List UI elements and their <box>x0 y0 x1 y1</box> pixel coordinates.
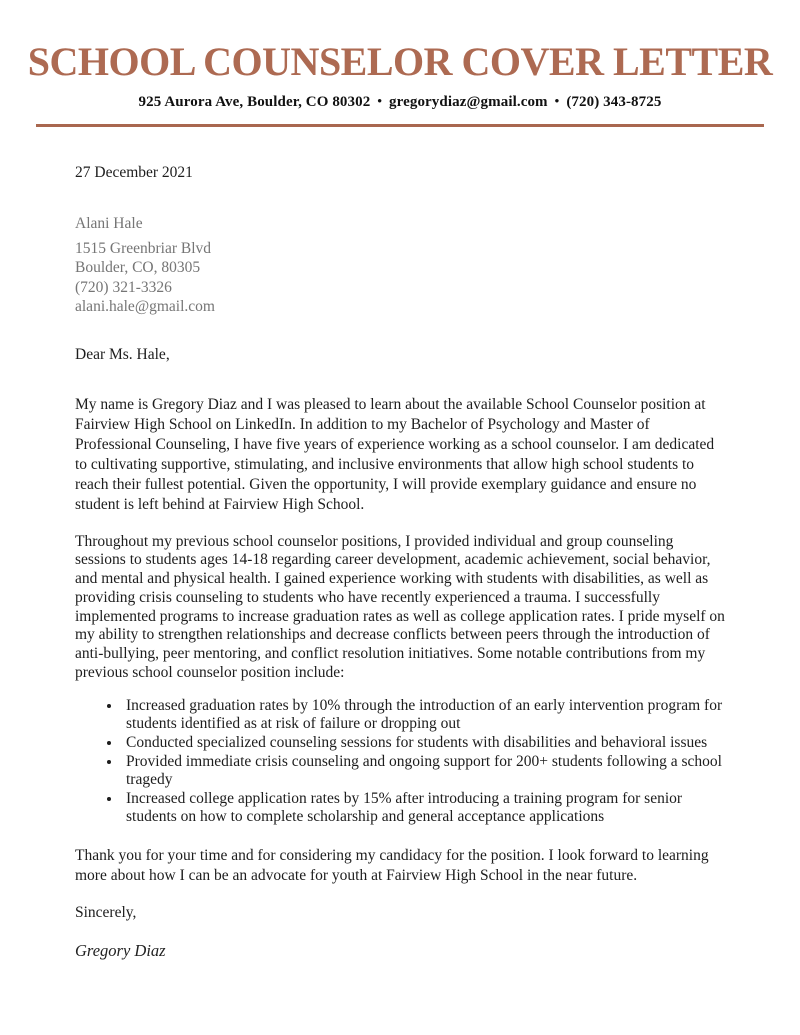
signoff: Sincerely, <box>75 904 137 922</box>
page-title: SCHOOL COUNSELOR COVER LETTER <box>27 39 773 84</box>
sender-address: 925 Aurora Ave, Boulder, CO 80302 <box>138 94 371 110</box>
letter-header <box>0 0 800 127</box>
closing-paragraph: Thank you for your time and for considering my candidacy for the position. I look forward to learning more about how I can be an advocate for youth at Fairview High School in the near future. <box>75 847 709 885</box>
recipient-name: Alani Hale <box>75 215 143 232</box>
signature-name: Gregory Diaz <box>75 941 166 961</box>
sender-contact-line <box>0 94 800 111</box>
recipient-email: alani.hale@gmail.com <box>75 298 215 315</box>
bullet-item: • Provided immediate crisis counseling and ongoing support for 200+ students following a school tragedy <box>122 753 725 790</box>
bullet-item: • Increased college application rates by 15% after introducing a training program for senior students on how to complete scholarship and general acceptance applications <box>122 790 725 827</box>
recipient-block <box>75 214 725 317</box>
bullet-item: • Conducted specialized counseling sessions for students with disabilities and behavioral issues <box>122 734 725 753</box>
salutation: Dear Ms. Hale, <box>75 345 170 363</box>
recipient-address-line2: Boulder, CO, 80305 <box>75 259 201 276</box>
contact-separator-dot: • <box>554 93 560 108</box>
contact-separator-dot: • <box>377 93 382 108</box>
body-paragraph: Throughout my previous school counselor positions, I provided individual and group counseling sessions to students ages 14-18 regarding career development, academic achievement, social behavior, and mental and physical health. I gained experience working with students with disabilities, as well as providing crisis counseling to students who have recently experienced a trauma. I successfully implemented programs to increase graduation rates as well as college application rates. I pride myself on my ability to strengthen relationships and decrease conflicts between peers through the introduction of anti-bullying, peer mentoring, and conflict resolution initiatives. Some notable contributions from my previous school counselor position include: <box>75 532 725 682</box>
letter-body <box>0 127 800 961</box>
achievement-bullet-list <box>75 697 725 827</box>
bullet-item: • Increased graduation rates by 10% through the introduction of an early intervention program for students identified as at risk of failure or dropping out <box>122 697 725 734</box>
sender-phone: (720) 343-8725 <box>566 94 662 110</box>
sender-email: gregorydiaz@gmail.com <box>389 94 548 110</box>
recipient-phone: (720) 321-3326 <box>75 278 172 296</box>
recipient-address-line1: 1515 Greenbriar Blvd <box>75 239 212 257</box>
letter-date: 27 December 2021 <box>75 164 193 181</box>
body-paragraph: My name is Gregory Diaz and I was pleased to learn about the available School Counselor position at Fairview High School on LinkedIn. In addition to my Bachelor of Psychology and Master of Professional Counseling, I have five years of experience working as a school counselor. I am dedicated to cultivating supportive, stimulating, and inclusive environments that allow high school students to reach their fullest potential. Given the opportunity, I will provide exemplary guidance and ensure no student is left behind at Fairview High School. <box>75 395 715 513</box>
